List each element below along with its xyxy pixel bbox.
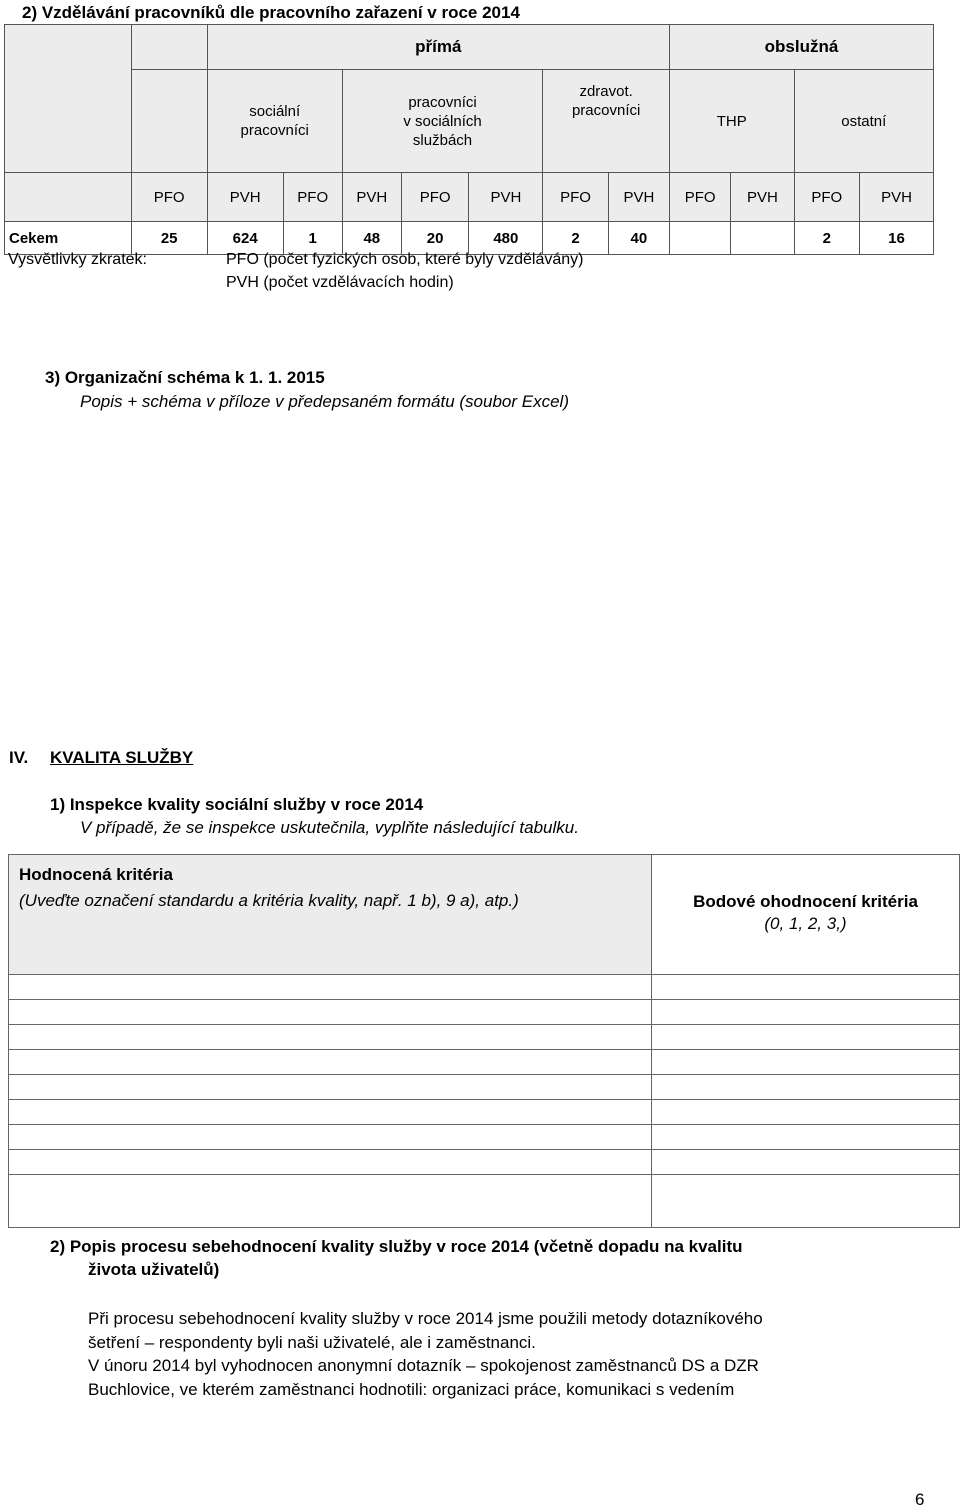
score-input-cell[interactable] <box>652 1175 960 1228</box>
sub-header-cell: PFO <box>670 173 731 222</box>
self-eval-paragraph2-line1: V únoru 2014 byl vyhodnocen anonymní dotazník – spokojenost zaměstnanců DS a DZR <box>88 1356 759 1375</box>
col-header-zdravot-pracovnici <box>543 70 670 173</box>
sub-header-cell: PVH <box>859 173 933 222</box>
col-header-thp: THP <box>670 70 795 173</box>
score-col-header <box>652 855 960 975</box>
total-cell[interactable]: 16 <box>859 222 933 255</box>
sub-header-cell: PFO <box>131 173 207 222</box>
legend-line-pvh: PVH (počet vzdělávacích hodin) <box>226 274 454 291</box>
section-title-kvalita: KVALITA SLUŽBY <box>50 748 194 767</box>
total-cell[interactable]: 20 <box>401 222 469 255</box>
org-chart-note: Popis + schéma v příloze v předepsaném formátu (soubor Excel) <box>80 392 569 411</box>
sub-header-cell: PVH <box>469 173 543 222</box>
criteria-input-cell[interactable] <box>9 1125 652 1150</box>
score-input-cell[interactable] <box>652 1125 960 1150</box>
score-input-cell[interactable] <box>652 1000 960 1025</box>
sub-header-cell: PFO <box>401 173 469 222</box>
criteria-col-title: Hodnocená kritéria <box>19 865 173 884</box>
total-cell[interactable]: 624 <box>207 222 283 255</box>
criteria-input-cell[interactable] <box>9 1150 652 1175</box>
total-row-label: Cekem <box>5 222 132 255</box>
legend-line-pfo: PFO (počet fyzických osob, které byly vzdělávány) <box>226 251 584 268</box>
score-col-note: (0, 1, 2, 3,) <box>764 914 847 933</box>
col-header-line: sociální <box>249 103 301 120</box>
total-cell[interactable] <box>670 222 731 255</box>
score-input-cell[interactable] <box>652 1150 960 1175</box>
sub-header-cell: PFO <box>283 173 342 222</box>
score-input-cell[interactable] <box>652 1050 960 1075</box>
training-table <box>4 24 934 255</box>
corner-cell <box>5 25 132 173</box>
total-cell[interactable] <box>731 222 794 255</box>
col-header-line: v sociálních <box>403 112 482 130</box>
col-header-line: pracovníci <box>408 93 477 111</box>
total-cell[interactable]: 480 <box>469 222 543 255</box>
section-heading-org-chart: 3) Organizační schéma k 1. 1. 2015 <box>45 368 325 387</box>
blank-header-cell <box>5 173 132 222</box>
self-eval-heading-line1: 2) Popis procesu sebehodnocení kvality služby v roce 2014 (včetně dopadu na kvalitu <box>50 1237 743 1256</box>
score-input-cell[interactable] <box>652 975 960 1000</box>
criteria-input-cell[interactable] <box>9 1175 652 1228</box>
total-cell[interactable]: 2 <box>794 222 859 255</box>
col-header-line: pracovníci <box>571 102 641 119</box>
col-header-pracovnici-v-socialnich-sluzbach <box>342 70 543 173</box>
col-header-ostatni: ostatní <box>794 70 933 173</box>
total-cell[interactable]: 48 <box>342 222 401 255</box>
criteria-input-cell[interactable] <box>9 1050 652 1075</box>
inspection-note: V případě, že se inspekce uskutečnila, vyplňte následující tabulku. <box>80 818 579 837</box>
total-cell[interactable]: 40 <box>608 222 669 255</box>
group-header-prima: přímá <box>207 25 669 70</box>
score-input-cell[interactable] <box>652 1100 960 1125</box>
section-heading-training: 2) Vzdělávání pracovníků dle pracovního zařazení v roce 2014 <box>22 3 520 22</box>
total-cell[interactable]: 2 <box>543 222 608 255</box>
group-header-obsluzna: obslužná <box>670 25 934 70</box>
col-header-socialni-pracovnici <box>207 70 342 173</box>
criteria-input-cell[interactable] <box>9 1100 652 1125</box>
criteria-input-cell[interactable] <box>9 1025 652 1050</box>
total-cell[interactable]: 1 <box>283 222 342 255</box>
criteria-table <box>8 854 960 1228</box>
self-eval-paragraph1-line2: šetření – respondenty byli naši uživatelé, ale i zaměstnanci. <box>88 1333 536 1352</box>
sub-header-cell: PVH <box>207 173 283 222</box>
score-input-cell[interactable] <box>652 1075 960 1100</box>
criteria-col-header <box>9 855 652 975</box>
score-input-cell[interactable] <box>652 1025 960 1050</box>
col-header-line: zdravot. <box>579 83 633 100</box>
sub-header-cell: PVH <box>608 173 669 222</box>
self-eval-heading-line2: života uživatelů) <box>88 1260 220 1279</box>
col-header-line: službách <box>412 131 473 149</box>
self-eval-paragraph2-line2: Buchlovice, ve kterém zaměstnanci hodnotili: organizaci práce, komunikaci s vedením <box>88 1380 735 1399</box>
sub-header-cell: PFO <box>543 173 608 222</box>
sub-header-cell: PFO <box>794 173 859 222</box>
col-header-line: pracovníci <box>240 122 309 139</box>
section-number-iv: IV. <box>9 748 29 767</box>
sub-header-cell: PVH <box>731 173 794 222</box>
criteria-input-cell[interactable] <box>9 1000 652 1025</box>
blank-header-cell <box>131 70 207 173</box>
total-cell[interactable]: 25 <box>131 222 207 255</box>
criteria-input-cell[interactable] <box>9 1075 652 1100</box>
criteria-input-cell[interactable] <box>9 975 652 1000</box>
blank-header-cell <box>131 25 207 70</box>
page-number: 6 <box>915 1490 925 1509</box>
inspection-heading: 1) Inspekce kvality sociální služby v roce 2014 <box>50 795 424 814</box>
criteria-col-note: (Uveďte označení standardu a kritéria kvality, např. 1 b), 9 a), atp.) <box>19 891 519 910</box>
sub-header-cell: PVH <box>342 173 401 222</box>
self-eval-paragraph1-line1: Při procesu sebehodnocení kvality služby v roce 2014 jsme použili metody dotazníkového <box>88 1309 763 1328</box>
score-col-title: Bodové ohodnocení kritéria <box>693 892 918 911</box>
legend-label: Vysvětlivky zkratek: <box>8 251 147 268</box>
